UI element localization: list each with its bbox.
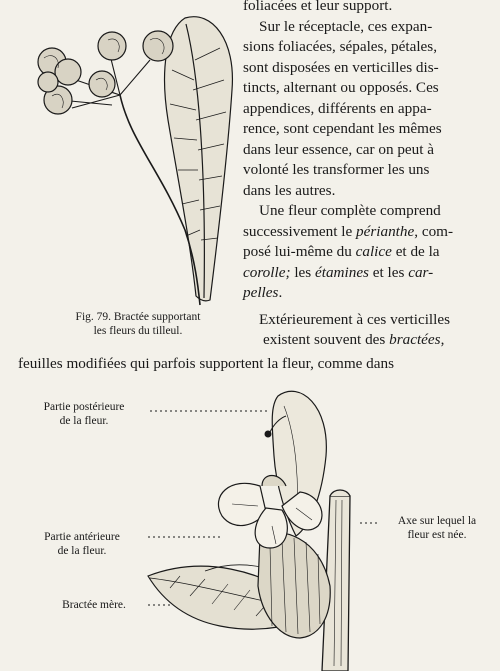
text: les [290,263,315,281]
label-line: Partie postérieure [43,401,125,413]
term-carpelles-part2: pelles [243,284,279,301]
text: et les [368,263,409,281]
label-mother-bract: Bractée mère. [62,599,126,611]
text: , com- [414,222,454,240]
paragraph-2-line [243,283,498,304]
text-column [243,0,498,351]
paragraph-1-line: sions foliacées, sépales, pétales, [243,38,437,55]
caption-line-2: les fleurs du tilleul. [93,325,183,337]
label-line: Partie antérieure [44,531,120,543]
paragraph-1-line: dans les autres. [243,181,336,199]
text: existent souvent des [263,331,390,348]
label-line: Axe sur lequel la [397,515,477,527]
paragraph-2-line: Une fleur complète comprend [259,202,441,219]
caption-line-1: Fig. 79. Bractée supportant [75,311,201,323]
paragraph-2-line [243,263,498,284]
term-perianthe: périanthe [356,222,415,240]
paragraph-1-line: sont disposées en verticilles dis- [243,58,439,76]
paragraph-3-line: Extérieurement à ces verticilles [259,310,451,328]
label-line: de la fleur. [57,545,107,557]
term-carpelles-part1: car- [408,263,434,281]
paragraph-1-line: rence, sont cependant les mêmes [243,120,442,137]
text: . [278,284,283,301]
label-axis [378,514,496,542]
text: et de la [391,243,440,260]
label-anterior-part [22,530,142,558]
figure-79-caption [38,310,238,338]
term-calice: calice [355,243,392,260]
paragraph-1-line: volonté les transformer les uns [243,161,430,178]
paragraph-3-line [243,330,498,351]
label-line: fleur est née. [407,529,467,541]
paragraph-1-line: tincts, alternant ou opposés. Ces [243,79,439,96]
paragraph-3-fullwidth-line: feuilles modifiées qui parfois supportent la fleur, comme dans [18,355,395,372]
text: , [440,331,445,348]
paragraph-1-line: Sur le réceptacle, ces expan- [259,17,433,35]
term-etamines: étamines [314,263,369,281]
term-bractees: bractées [389,331,441,348]
paragraph-2-line [243,222,498,243]
text: successivement le [243,222,357,240]
top-line: foliacées et leur support. [243,0,393,14]
term-corolle: corolle; [243,263,291,281]
text: posé lui-même du [243,243,356,260]
paragraph-2-line [243,242,498,263]
linden-bract-illustration [0,0,250,312]
label-posterior-part [24,400,144,428]
label-line: de la fleur. [59,415,109,427]
paragraph-1-line: dans leur essence, car on peut à [243,140,435,158]
paragraph-1-line: appendices, différents en appa- [243,99,432,117]
